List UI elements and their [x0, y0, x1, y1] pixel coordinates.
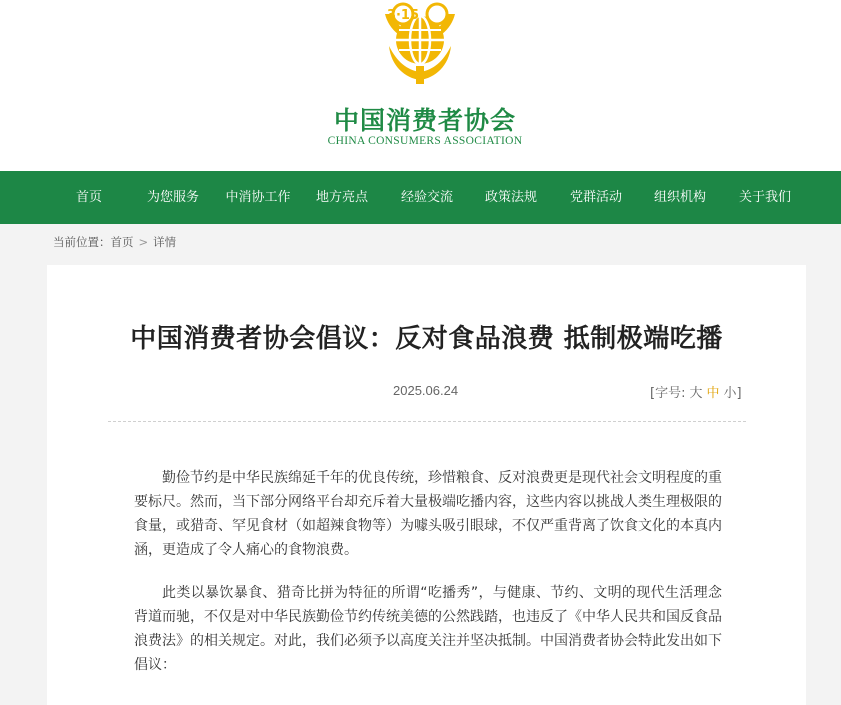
logo-mark-text: 3·15	[386, 8, 420, 23]
font-size-large-button[interactable]: 大	[689, 386, 703, 401]
nav-item-party-activities[interactable]: 党群活动	[569, 190, 623, 205]
nav-item-about-us[interactable]: 关于我们	[738, 190, 792, 205]
nav-item-policies-regulations[interactable]: 政策法规	[484, 190, 538, 205]
breadcrumb-prefix: 当前位置：	[53, 235, 111, 249]
article-title: 中国消费者协会倡议：反对食品浪费 抵制极端吃播	[130, 324, 723, 354]
font-size-control	[650, 382, 742, 401]
nav-item-organization[interactable]: 组织机构	[653, 190, 707, 205]
font-size-close-bracket: ]	[736, 386, 742, 401]
logo-chinese-name: 中国消费者协会	[333, 106, 516, 135]
breadcrumb-current: 详情	[153, 235, 177, 249]
logo-english-name: CHINA CONSUMERS ASSOCIATION	[327, 135, 523, 147]
main-navigation	[0, 171, 841, 224]
article-paragraph: 此类以暴饮暴食、猎奇比拼为特征的所谓“吃播秀”，与健康、节约、文明的现代生活理念背道而驰，不仅是对中华民族勤俭节约传统美德的公然践踏，也违反了《中华人民共和国反食品浪费法》的相关规定。对此，我们必须予以高度关注并坚决抵制。中国消费者协会特此发出如下倡议：	[134, 585, 722, 673]
nav-item-experience-exchange[interactable]: 经验交流	[400, 190, 454, 205]
nav-item-home[interactable]: 首页	[75, 190, 103, 205]
article-date: 2025.06.24	[393, 383, 459, 398]
nav-item-local-highlights[interactable]: 地方亮点	[315, 190, 369, 205]
nav-item-services[interactable]: 为您服务	[146, 190, 200, 205]
site-header	[0, 0, 841, 171]
breadcrumb-home-link[interactable]: 首页	[110, 235, 134, 249]
breadcrumb-separator: >	[138, 235, 149, 249]
title-divider	[108, 421, 746, 422]
nav-item-cca-work[interactable]: 中消协工作	[225, 190, 291, 205]
breadcrumb	[53, 234, 176, 250]
font-size-small-button[interactable]: 小	[723, 386, 737, 401]
font-size-medium-button[interactable]: 中	[706, 386, 720, 401]
font-size-label: [字号:	[650, 386, 686, 401]
cca-315-emblem-icon[interactable]	[379, 2, 461, 86]
article-paragraph: 勤俭节约是中华民族绵延千年的优良传统，珍惜粮食、反对浪费更是现代社会文明程度的重要标尺。然而，当下部分网络平台却充斥着大量极端吃播内容，这些内容以挑战人类生理极限的食量，或猎奇、罕见食材（如超辣食物等）为噱头吸引眼球，不仅严重背离了饮食文化的本真内涵，更造成了令人痛心的食物浪费。	[134, 470, 722, 558]
